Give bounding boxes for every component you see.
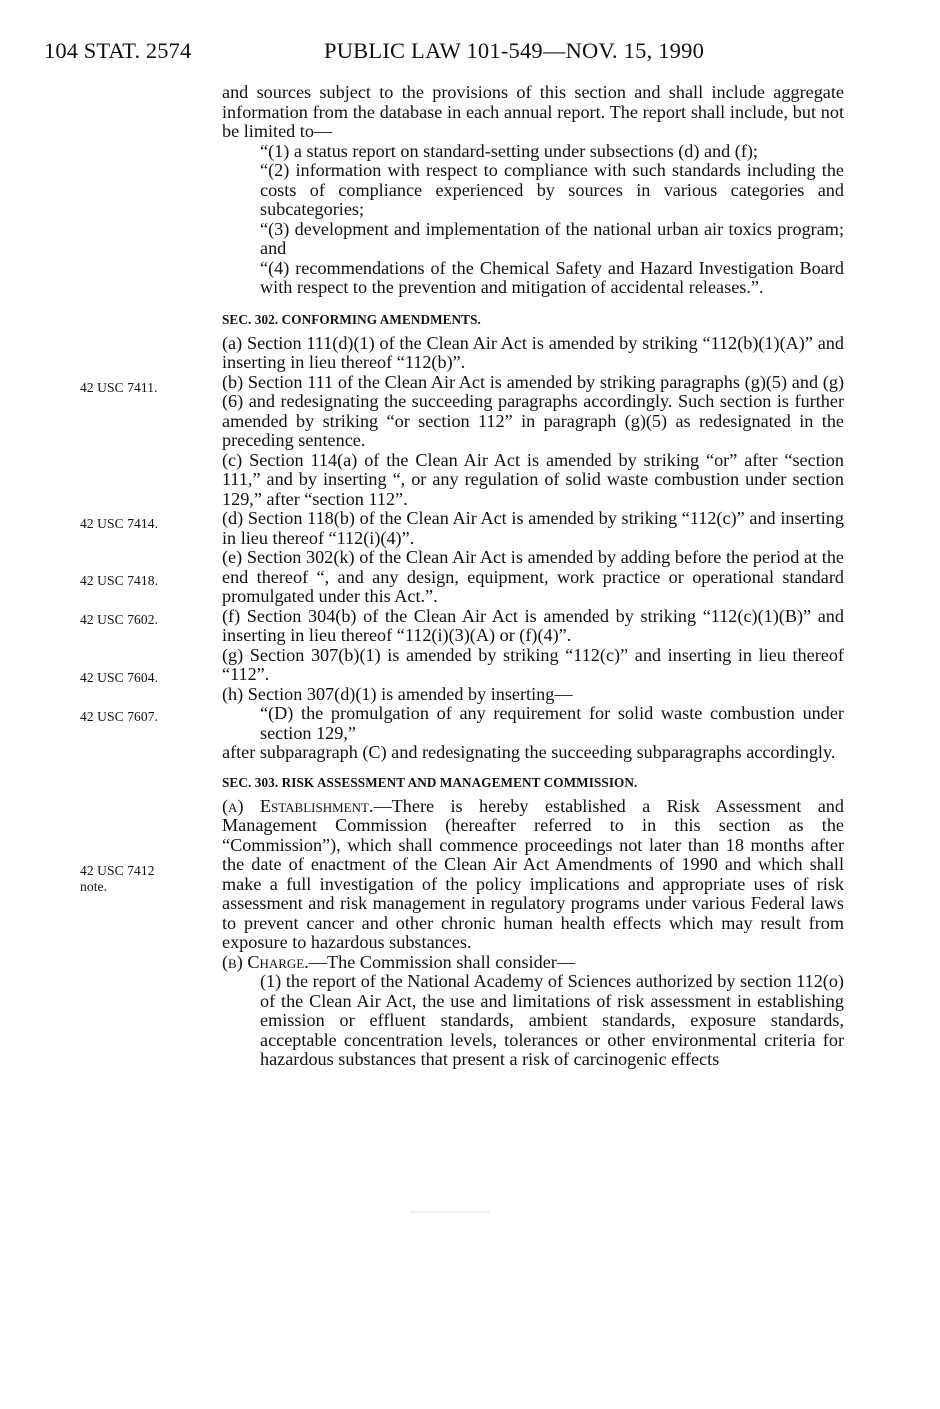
statute-body [222, 83, 844, 1070]
page-header [0, 38, 940, 68]
margin-note-7412-note: 42 USC 7412 note. [80, 863, 155, 894]
section-302-e: (e) Section 302(k) of the Clean Air Act is amended by adding before the period at the end thereof “, and any design, equipment, work practice or operational standard promulgated under this Act.”. [222, 547, 844, 606]
section-303-b-text: —The Commission shall consider— [308, 951, 576, 972]
report-item-2: “(2) information with respect to compliance with such standards including the costs of compliance experienced by sources in various categories and subcategories; [260, 160, 844, 219]
section-302-h: (h) Section 307(d)(1) is amended by inserting— [222, 683, 573, 704]
section-302-g: (g) Section 307(b)(1) is amended by striking “112(c)” and inserting in lieu thereof “112”. [222, 644, 844, 684]
section-302-h-quote: “(D) the promulgation of any requirement for solid waste combustion under section 129,” [260, 703, 844, 743]
section-302-b: (b) Section 111 of the Clean Air Act is amended by striking paragraphs (g)(5) and (g)(6) and redesignating the succeeding paragraphs accordingly. Such section is further amended by striking “or section 112” in paragraph (g)(5) as redesignated in the preceding sentence. [222, 371, 844, 450]
section-303-b-label: (b) Charge. [222, 951, 309, 972]
margin-note-7607: 42 USC 7607. [80, 709, 159, 724]
margin-note-7602: 42 USC 7602. [80, 612, 159, 627]
section-303-b [222, 953, 844, 973]
section-302-f: (f) Section 304(b) of the Clean Air Act is amended by striking “112(c)(1)(B)” and inserting in lieu thereof “112(i)(3)(A) or (f)(4)”. [222, 605, 844, 645]
margin-note-7418: 42 USC 7418. [80, 573, 159, 588]
margin-note-7414: 42 USC 7414. [80, 516, 159, 531]
section-303-a [222, 797, 844, 953]
section-302-d: (d) Section 118(b) of the Clean Air Act is amended by striking “112(c)” and inserting in lieu thereof “112(i)(4)”. [222, 508, 844, 548]
section-303-b-1: (1) the report of the National Academy of Sciences authorized by section 112(o) of the Clean Air Act, the use and limitations of risk assessment in establishing emission or effluent standards, ambient standards, exposure standards, acceptable concentration levels, tolerances or other environmental criteria for hazardous substances that present a risk of carcinogenic effects [260, 971, 844, 1069]
section-302-c: (c) Section 114(a) of the Clean Air Act is amended by striking “or” after “section 111,” and by inserting “, or any regulation of solid waste combustion under section 129,” after “section 112”. [222, 449, 844, 509]
report-item-4: “(4) recommendations of the Chemical Safety and Hazard Investigation Board with respect to the prevention and mitigation of accidental releases.”. [260, 257, 844, 297]
section-302-h-after: after subparagraph (C) and redesignating the succeeding subparagraphs accordingly. [222, 742, 836, 762]
intro-paragraph: and sources subject to the provisions of this section and shall include aggregate information from the database in each annual report. The report shall include, but not be limited to— [222, 82, 844, 141]
section-303-a-label: (a) Establishment. [222, 795, 374, 816]
law-title: PUBLIC LAW 101-549—NOV. 15, 1990 [324, 38, 705, 63]
section-303-a-text: —There is hereby established a Risk Assessment and Management Commission (hereafter referred to in this section as the “Commission”), which shall commence proceedings not later than 18 months after the date of enactment of the Clean Air Act Amendments of 1990 and which shall make a full investigation of the policy implications and appropriate uses of risk assessment and risk management in regulatory programs under various Federal laws to prevent cancer and other chronic human health effects which may result from exposure to hazardous substances. [222, 795, 844, 952]
margin-note-7411: 42 USC 7411. [80, 380, 158, 395]
section-302-heading: SEC. 302. CONFORMING AMENDMENTS. [222, 311, 481, 327]
section-303-heading: SEC. 303. RISK ASSESSMENT AND MANAGEMENT COMMISSION. [222, 774, 638, 790]
scan-artifact [410, 1211, 490, 1213]
section-302-a: (a) Section 111(d)(1) of the Clean Air Act is amended by striking “112(b)(1)(A)” and inserting in lieu thereof “112(b)”. [222, 332, 844, 372]
margin-note-7604: 42 USC 7604. [80, 670, 159, 685]
report-item-1: “(1) a status report on standard-setting under subsections (d) and (f); [260, 140, 758, 161]
stat-page-reference: 104 STAT. 2574 [44, 38, 192, 63]
report-item-3: “(3) development and implementation of the national urban air toxics program; and [260, 218, 844, 258]
